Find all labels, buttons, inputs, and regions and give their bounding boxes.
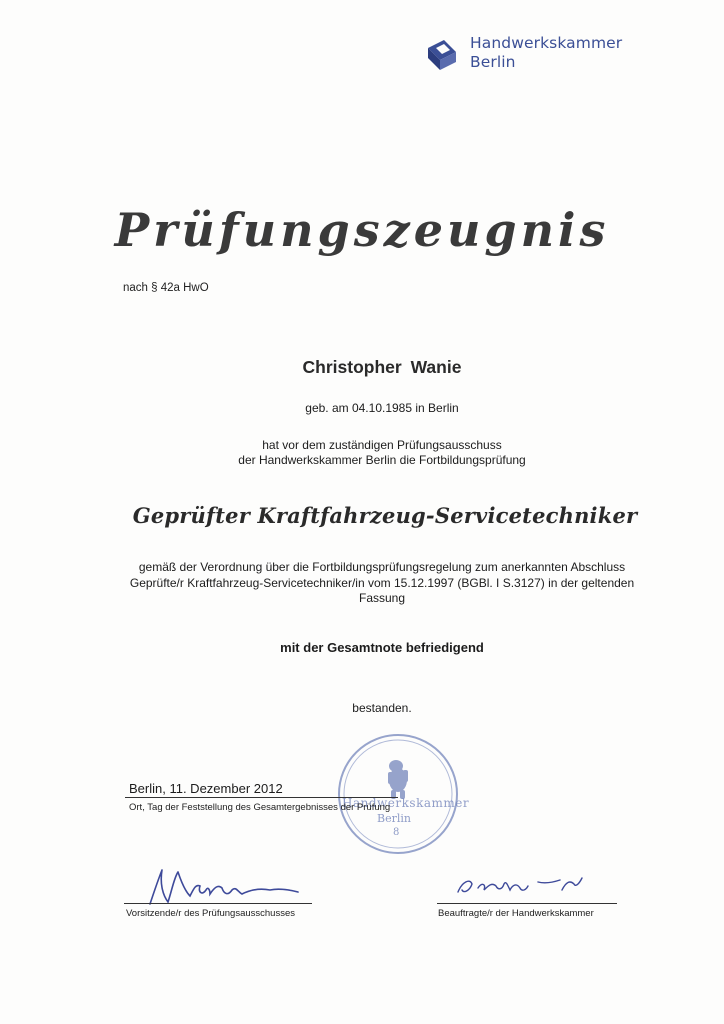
representative-signature	[450, 868, 590, 902]
qualification-title: Geprüfter Kraftfahrzeug-Servicetechniker	[132, 503, 638, 528]
stamp-text-number: 8	[393, 827, 400, 838]
berlin-bear-icon	[388, 760, 408, 799]
regulation-text	[110, 560, 654, 607]
place-date: Berlin, 11. Dezember 2012	[129, 781, 283, 796]
holder-name: Christopher Wanie	[302, 357, 462, 377]
stamp-text-middle: Berlin	[377, 812, 411, 825]
representative-caption: Beauftragte/r der Handwerkskammer	[438, 908, 594, 919]
representative-signature-line	[437, 903, 617, 904]
handwerkskammer-logo-icon	[422, 38, 462, 72]
passed-text: bestanden.	[352, 701, 412, 715]
chair-caption: Vorsitzende/r des Prüfungsausschusses	[126, 908, 295, 919]
header-logo	[422, 34, 632, 78]
legal-basis: nach § 42a HwO	[123, 282, 209, 294]
stamp-text-top: Handwerkskammer	[342, 796, 470, 810]
logo-wordmark	[470, 34, 622, 72]
logo-line-1: Handwerkskammer	[470, 34, 623, 52]
regulation-line-2: Geprüfte/r Kraftfahrzeug-Servicetechniker/in vom 15.12.1997 (BGBl. I S.3127) in der geltenden	[129, 575, 635, 590]
intro-text	[0, 438, 724, 468]
intro-line-1: hat vor dem zuständigen Prüfungsausschuss	[262, 438, 502, 452]
chair-signature-line	[124, 903, 312, 904]
place-date-caption: Ort, Tag der Feststellung des Gesamtergebnisses der Prüfung	[129, 802, 391, 813]
chair-signature	[138, 866, 308, 908]
birth-info: geb. am 04.10.1985 in Berlin	[305, 401, 459, 415]
regulation-line-3: Fassung	[358, 591, 406, 605]
regulation-line-1: gemäß der Verordnung über die Fortbildungsprüfungsregelung zum anerkannten Abschluss	[138, 560, 626, 574]
overall-grade: mit der Gesamtnote befriedigend	[280, 640, 484, 655]
logo-line-2: Berlin	[470, 53, 516, 71]
place-date-line	[125, 797, 398, 798]
certificate-title: Prüfungszeugnis	[114, 203, 610, 257]
intro-line-2: der Handwerkskammer Berlin die Fortbildungsprüfung	[238, 453, 526, 467]
